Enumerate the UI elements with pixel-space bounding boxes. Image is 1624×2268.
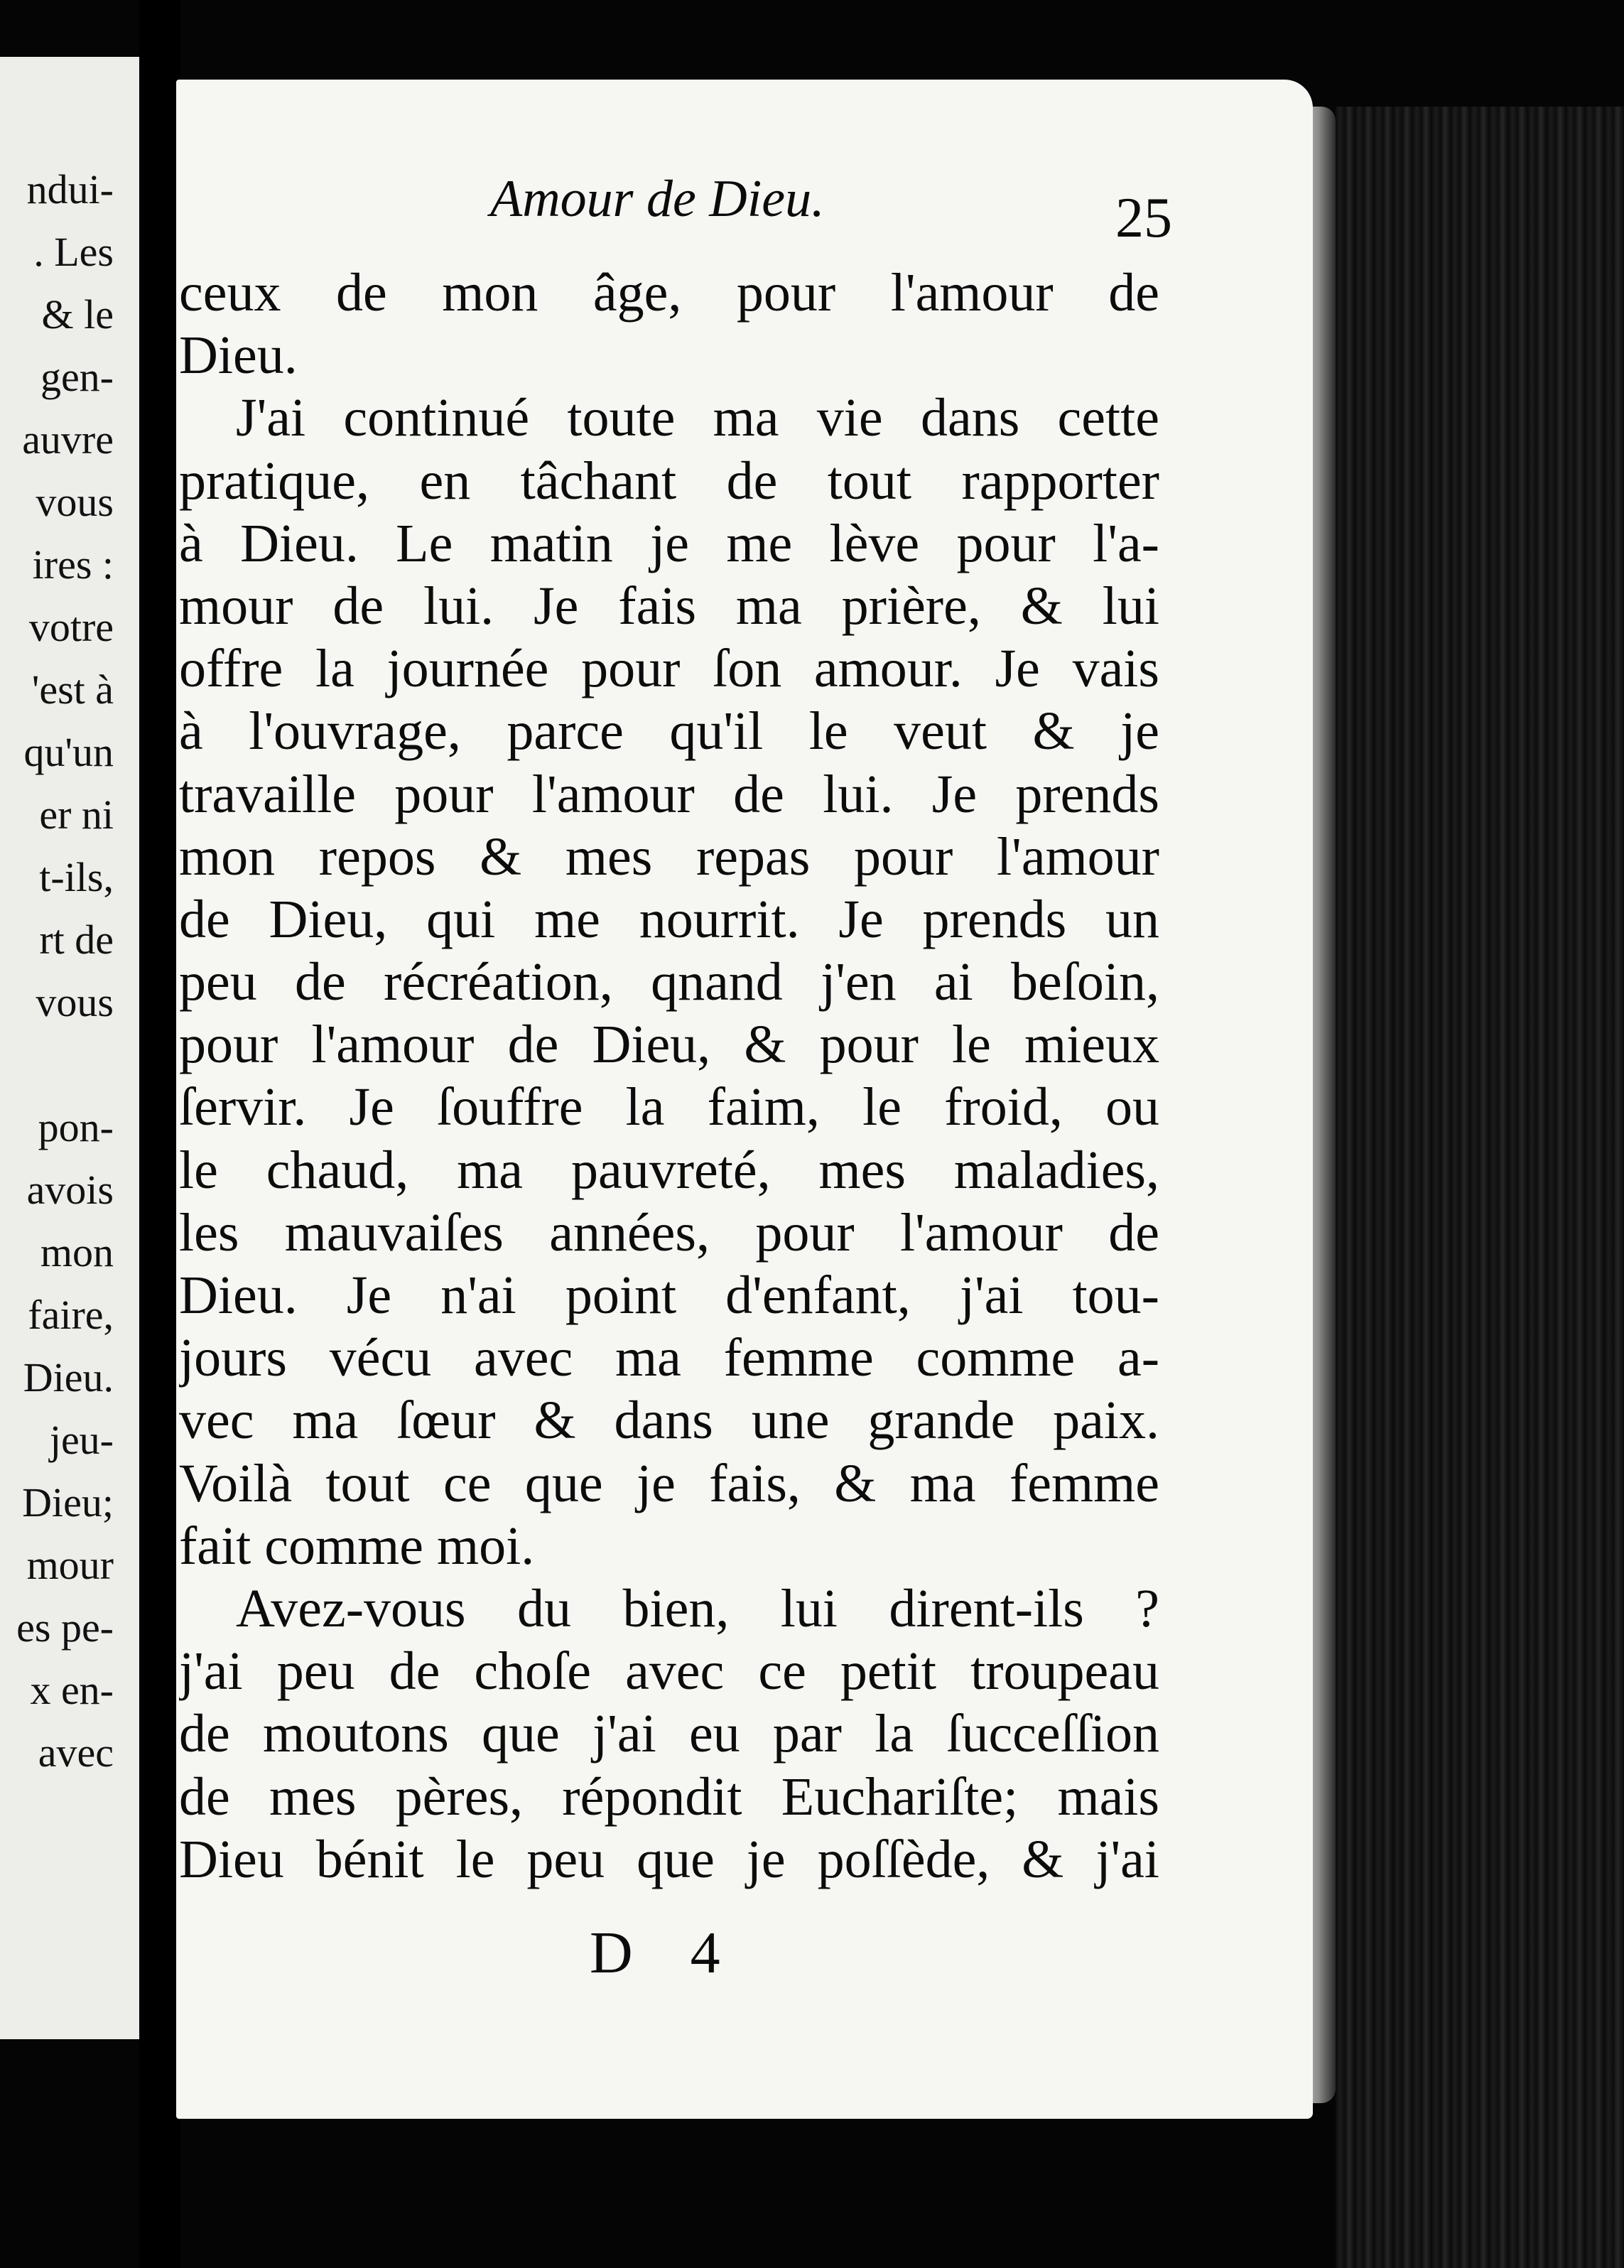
text-line: de Dieu, qui me nourrit. Je prends un <box>179 889 1159 949</box>
facing-page-line: er ni <box>39 792 114 838</box>
text-line: vec ma ſœur & dans une grande paix. <box>179 1390 1159 1451</box>
facing-page-line: auvre <box>22 416 114 463</box>
signature-mark: D 4 <box>590 1920 742 1986</box>
text-line: mour de lui. Je fais ma prière, & lui <box>179 576 1159 636</box>
facing-page-line: ires : <box>32 541 114 588</box>
text-line: Voilà tout ce que je fais, & ma femme <box>179 1453 1159 1513</box>
text-line: les mauvaiſes années, pour l'amour de <box>179 1202 1159 1263</box>
facing-page-line: avec <box>38 1729 114 1776</box>
text-line: jours vécu avec ma femme comme a- <box>179 1328 1159 1388</box>
facing-page-line: x en- <box>30 1667 114 1713</box>
facing-page-line: t-ils, <box>39 854 114 900</box>
text-line: peu de récréation, qnand j'en ai beſoin, <box>179 952 1159 1012</box>
facing-page-line: gen- <box>40 354 114 400</box>
text-line: ſervir. Je ſouffre la faim, le froid, ou <box>179 1077 1159 1138</box>
text-line: de mes pères, répondit Euchariſte; mais <box>179 1766 1159 1827</box>
text-line: Dieu. <box>179 325 298 386</box>
text-line: à l'ouvrage, parce qu'il le veut & je <box>179 701 1159 762</box>
text-line: pratique, en tâchant de tout rapporter <box>179 450 1159 511</box>
text-line: de moutons que j'ai eu par la ſucceſſion <box>179 1704 1159 1764</box>
facing-page-line: Dieu. <box>23 1354 114 1400</box>
text-line: J'ai continué toute ma vie dans cette <box>236 388 1159 448</box>
facing-page-line: es pe- <box>16 1604 114 1651</box>
running-head: Amour de Dieu. <box>490 170 825 228</box>
facing-page-line: mour <box>26 1542 114 1588</box>
facing-page-line: 'est à <box>31 666 114 713</box>
facing-page-line: vous <box>36 479 114 525</box>
facing-page-line: faire, <box>28 1292 114 1338</box>
facing-page-line: votre <box>28 604 114 650</box>
facing-page-line: rt de <box>39 917 114 963</box>
page-number: 25 <box>1115 187 1172 249</box>
facing-page-line: pon- <box>38 1104 114 1150</box>
text-line: offre la journée pour ſon amour. Je vais <box>179 639 1159 699</box>
book-edge <box>1336 107 1624 2268</box>
text-line: pour l'amour de Dieu, & pour le mieux <box>179 1015 1159 1075</box>
text-line: Dieu bénit le peu que je poſſède, & j'ai <box>179 1829 1159 1889</box>
text-line: fait comme moi. <box>179 1516 535 1576</box>
facing-page-line: vous <box>36 979 114 1025</box>
text-line: mon repos & mes repas pour l'amour <box>179 826 1159 887</box>
facing-page-line: jeu- <box>49 1417 114 1463</box>
text-line: à Dieu. Le matin je me lève pour l'a- <box>179 513 1159 573</box>
facing-page-line: . Les <box>33 229 114 275</box>
text-line: travaille pour l'amour de lui. Je prends <box>179 764 1159 824</box>
page-body <box>179 261 1159 1891</box>
facing-page-line: mon <box>40 1229 114 1275</box>
facing-page-line: avois <box>26 1167 114 1213</box>
book-gutter <box>139 0 180 2268</box>
facing-page <box>0 57 139 2039</box>
facing-page-line: qu'un <box>23 729 114 775</box>
text-line: Dieu. Je n'ai point d'enfant, j'ai tou- <box>179 1265 1159 1325</box>
facing-page-line: Dieu; <box>22 1479 114 1526</box>
text-line: le chaud, ma pauvreté, mes maladies, <box>179 1140 1159 1200</box>
facing-page-line: ndui- <box>26 166 114 212</box>
text-line: j'ai peu de choſe avec ce petit troupeau <box>179 1641 1159 1702</box>
facing-page-line: & le <box>41 291 114 338</box>
text-line: Avez-vous du bien, lui dirent-ils ? <box>236 1578 1159 1638</box>
text-line: ceux de mon âge, pour l'amour de <box>179 263 1159 323</box>
